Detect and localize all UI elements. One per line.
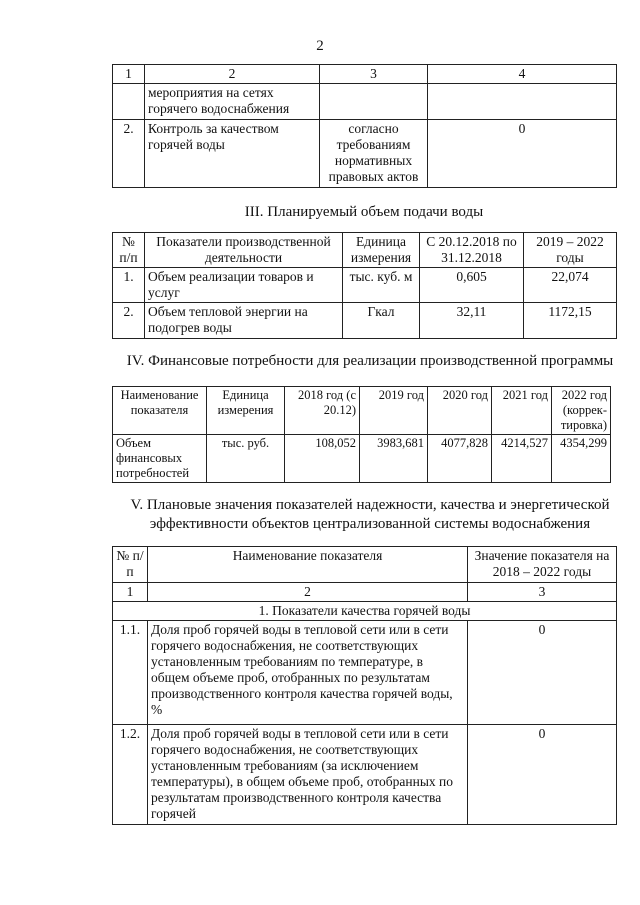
table-header-row [113,547,617,583]
table-header-row [113,65,617,84]
table-cell: 2019 год [360,387,428,435]
table-cell: 1.2. [113,725,148,825]
table-cell: Доля проб горячей воды в тепловой сети или в сети горячего водоснабжения, не соответствующих установленным требованиям (за исключением температуры), в общем объеме проб, отобранных по результатам производственного контроля качества горячей [148,725,468,825]
table-cell: Единица измерения [343,233,420,268]
table-cell: мероприятия на сетях горячего водоснабжения [145,84,320,120]
section-5-title-line2: эффективности объектов централизованной системы водоснабжения [149,516,591,532]
table-cell: Единица измерения [207,387,285,435]
table-row [113,120,617,188]
table-cell: 1.1. [113,621,148,725]
table-cell: 3 [468,583,617,602]
table-cell: 1172,15 [524,303,617,339]
table-cell: 0 [468,621,617,725]
table-cell: Наименование показателя [113,387,207,435]
table-row [113,725,617,825]
table-cell: 32,11 [420,303,524,339]
table-cell: 2 [148,583,468,602]
table-cell: 108,052 [285,435,360,483]
table-row [113,303,617,339]
table-cell: 2020 год [428,387,492,435]
table-cell: 2018 год (с 20.12) [285,387,360,435]
indicators-table [112,546,617,825]
group-title: 1. Показатели качества горячей воды [113,602,617,621]
table-cell: 4 [428,65,617,84]
table-cell: С 20.12.2018 по 31.12.2018 [420,233,524,268]
group-row [113,602,617,621]
table-cell [428,84,617,120]
table-cell: 4214,527 [492,435,552,483]
table-row [113,84,617,120]
table-row [113,621,617,725]
table-cell: 0,605 [420,268,524,303]
table-cell: Значение показателя на 2018 – 2022 годы [468,547,617,583]
table-cell: 22,074 [524,268,617,303]
table-cell: 3 [320,65,428,84]
table-cell: Объем тепловой энергии на подогрев воды [145,303,343,339]
table-row [113,268,617,303]
section-5-title-line1: V. Плановые значения показателей надежности, качества и энергетической [130,497,610,513]
table-cell: Показатели производственной деятельности [145,233,343,268]
table-header-row [113,233,617,268]
table-cell: тыс. куб. м [343,268,420,303]
table-cell: 2021 год [492,387,552,435]
table-cell: 2022 год (коррек-тировка) [552,387,611,435]
table-header-row [113,387,611,435]
table-cell: 4354,299 [552,435,611,483]
table-cell: № п/п [113,233,145,268]
table-cell: Объем реализации товаров и услуг [145,268,343,303]
table-cell: Наименование показателя [148,547,468,583]
section-3-title: III. Планируемый объем подачи воды [244,204,484,220]
table-cell: 2. [113,303,145,339]
table-cell: 2019 – 2022 годы [524,233,617,268]
table-cell: 0 [428,120,617,188]
page-number: 2 [316,38,324,54]
table-cell: тыс. руб. [207,435,285,483]
table-cell: 2. [113,120,145,188]
table-cell: 1 [113,583,148,602]
table-cell [320,84,428,120]
table-row [113,435,611,483]
table-cell: Доля проб горячей воды в тепловой сети или в сети горячего водоснабжения, не соответствующих установленным требованиям по температуре, в общем объеме проб, отобранных по результатам производственного контроля качества горячей воды, % [148,621,468,725]
table-cell: 1. [113,268,145,303]
table-cell: Гкал [343,303,420,339]
table-cell: 0 [468,725,617,825]
column-number-row [113,583,617,602]
table-cell: 3983,681 [360,435,428,483]
table-cell: 1 [113,65,145,84]
continuation-table [112,64,617,188]
finance-table [112,386,611,483]
table-cell: Контроль за качеством горячей воды [145,120,320,188]
table-cell: № п/п [113,547,148,583]
water-supply-table [112,232,617,339]
table-cell [113,84,145,120]
section-4-title: IV. Финансовые потребности для реализации производственной программы [126,353,614,369]
table-cell: согласно требованиям нормативных правовых актов [320,120,428,188]
table-cell: Объем финансовых потребностей [113,435,207,483]
table-cell: 4077,828 [428,435,492,483]
table-cell: 2 [145,65,320,84]
